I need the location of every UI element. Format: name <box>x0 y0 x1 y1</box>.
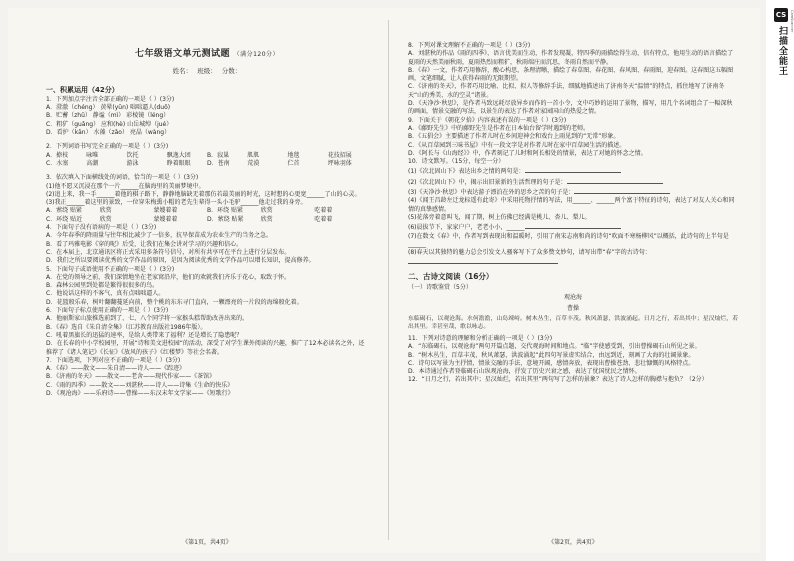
question-line: (1)他不愿又沉浸在那个一片______在脑海里的美丽梦境中。 <box>46 182 205 190</box>
question-line: (3)我正______着这里的景致，一位穿朱梅熏小帽的老先生辈得一头小毛驴______他走过我的身旁。 <box>46 199 307 207</box>
option-line: C．《从百草园到三味书屋》中有一段文字是对作者儿时在家中百草园生活的描述。 <box>408 141 626 149</box>
option-word: 吃着着 <box>314 207 333 215</box>
option-word: 荒漠 <box>247 159 260 167</box>
option-line: A．刘湛秋的作品《雨的四季》，语言优美而生动，作者发现凝，特四季的雨描绘得生动，信有特点，他用生动的语言描绘了夏雨的天然美丽秋雨，夏雨热烈而粗犷，秋雨端庄而沉思，冬雨自然而平静。 <box>408 50 734 66</box>
fill-line <box>408 166 738 176</box>
option-line: C．粗犷（guǎng） 应和(hè) 山岳城绰（jué） <box>46 120 173 128</box>
page-divider <box>388 20 389 540</box>
question-line: 5．下面句子或语使用不正确的一项是（ ）(3分) <box>46 265 175 273</box>
fill-line <box>408 187 738 197</box>
camscanner-url: CamScanner <box>790 10 794 33</box>
option-line: D．《观沧海》——乐府诗——曹操——东汉末年文学家——《短歌行》 <box>46 389 234 397</box>
option-line: D．《天净沙·秋思》，是作者马致远耗尽放异乡而作的一首小令，文中巧妙的运用了景物，描写，用几个名词组合了一幅深秋的画面，情景交融的写法，以景生的表达了作者对家园国山的热爱之情。 <box>408 100 733 116</box>
page-2-footer: 《第2页，共4页》 <box>548 538 598 546</box>
fill-line <box>408 249 738 268</box>
camscanner-brand: 扫描全能王 <box>777 26 787 76</box>
option-line: D．《阿长与《山海经》》中，作者刻记了儿时和阿长相处的情景，表达了对她的怀念之情。 <box>408 149 647 157</box>
option-word: 蒙嫂着着 <box>153 207 178 215</box>
option-word: 欣赏 <box>99 207 112 215</box>
page-1-footer: 《第1页，共4页》 <box>182 538 232 546</box>
option-word: D．萦绕 贴紧 <box>207 215 244 223</box>
student-info-line: 姓名： 班级： 分数： <box>172 67 242 76</box>
option-word: 咏唯 <box>86 151 99 159</box>
option-word: 饮托 <box>126 151 139 159</box>
option-line: A．《藤野先生》中的藤野先生是作者在日本仙台留学时遇到的老师。 <box>408 124 590 132</box>
option-line: C．诗句以写景为主抒情，情景交融的手法，意境开阔，感情奔放，表现出曹操苍劲、悲壮慷慨的风格特点。 <box>408 359 695 367</box>
question-line: 1．下列加点字注音全部正确的一项是（ ）(3分) <box>46 95 175 103</box>
option-line: D．花篮般乐春，树叶翻翻蔓延向前，整个桃的东东寻门直向，一颗漂亮的一片段的海绵般化着。 <box>46 298 303 306</box>
option-line: C．《雨的四季》——散文——刘湛秋——诗人——诗集《生命的快乐》 <box>46 381 234 389</box>
option-word: 吃着着 <box>314 215 333 223</box>
question-line: 4．下面句子没有语病的一项是（ ）(3分) <box>46 224 157 232</box>
option-line: D．看护（kān） 水藻（zǎo） 亮晶（wàng） <box>46 129 171 137</box>
option-line: A．“东临碣石，以观沧海”两句开篇点题，交代观海时间和地点。“临”字使感受到，引出曹操碣石山所见之景。 <box>408 343 701 351</box>
option-word: 肌肌 <box>247 151 260 159</box>
option-line: B．贮蓄（zhǔ） 静谧（mì） 彩棱镜（léng） <box>46 112 170 120</box>
option-word: 游泳 <box>126 159 139 167</box>
option-word: 飘逸大团 <box>166 151 191 159</box>
option-line: B．《济南的冬天》——散文——老舍——现代作家——《茶馆》 <box>46 373 216 381</box>
option-line: C．吼着黑旗长的迅猛的速率，是给人类带来了福利？还是增长了隐患呢？ <box>46 331 243 339</box>
option-word: 蒙嫂着着 <box>153 215 178 223</box>
option-word: C．水塞 <box>46 159 69 167</box>
fill-prompt: (2)《次北固山下》中，揭示出旧景新的生活哲理的句子是： <box>408 178 567 186</box>
option-word: 高潮 <box>86 159 99 167</box>
title-note: （满分120分） <box>233 51 280 58</box>
option-word: 伫首 <box>287 159 300 167</box>
option-line: D．在长春的中小学校园里，开展“诗和美文进校园“的活动，深受了对学生课外阅读的兴趣，推广了12本必读名之外，还推荐了《诸人笔记》《长征》《放风的孩子》《红楼梦》等社会名著。 <box>46 340 365 356</box>
option-line: A．在党的领导之前，我们深情地坐在老家窝沿岸，他们的欢就我们齐乐于花心，取致于怀。 <box>46 273 291 281</box>
option-word: A．萦绕 贴紧 <box>46 207 83 215</box>
question-line: 3．依次填入下面横线处的词语，恰当的一项是（ ）(3分) <box>46 174 199 182</box>
exam-title <box>46 50 368 59</box>
option-line: D．本诗通过作者登临碣石山纵观沧海，抒发了历史兴衰之感，表达了忧国忧民之情怀。 <box>408 368 641 376</box>
title-text: 七年级语文单元测试题 <box>134 49 230 59</box>
page-1 <box>46 8 368 553</box>
option-line: A．澄澈（chéng） 黄晕(yūn) 咄咄逼人(duō) <box>46 104 171 112</box>
fill-line: (7)在数文《春》中，作者写到表现出和温暖时，引用了南宋志南和尚的诗句“吹面不寒杨柳风”以概括，此诗句的上半句是______ <box>408 232 729 248</box>
option-line: B．“树木丛生，百草丰茂，秋风萧瑟，洪波涌起”此四句写景虚实结合，由远到近，刻画了大海的壮阔景象。 <box>408 351 695 359</box>
option-word: A．撩枝 <box>46 151 69 159</box>
fill-prompt: (8)春天以其独特的魅力总会引发文人骚客写下了众多赞文妙句，请写出带“春”字的古诗句： <box>408 249 651 257</box>
question-line: 8．下列对课文理解不正确的一项是（ ）(3分) <box>408 42 531 49</box>
option-line: B．《春》一文，作者巧用修辞，酸心构思，条理清晰，描绘了春草图、春花图、春风图、春雨图，迎春图。这春图这五幅图画，文笔细腻，让人获得春雨的无限期望。 <box>408 66 734 83</box>
subsection-heading: （一）诗歌鉴赏（5分） <box>408 284 472 292</box>
option-line: A．今年春季的降雨量与往年相比减少了一倍多，抗旱保苗成为农业生产的当务之急。 <box>46 232 273 240</box>
q3-options-row <box>46 216 368 224</box>
page-2 <box>408 8 738 553</box>
q2-options-row <box>46 160 368 168</box>
option-line: C．在本届上，北京通讯区将正式采用多条符号信号，对所有共享可在平台上进行分层发布。 <box>46 248 291 256</box>
fill-line <box>408 222 738 232</box>
question-line: 6．下面句子标点使用正确的一项是（ ）(3分) <box>46 307 169 315</box>
question-line: 12．“日月之行，若出其中；星汉灿烂，若出其里”两句写了怎样的景象？表达了诗人怎样的胸襟与抱负？（2分） <box>408 376 708 384</box>
option-word: 地毯 <box>287 151 300 159</box>
question-line: (2)追上来，我一手______着他的棋子路下，静静地脑缺无着那仿若最美丽的时光，这时想的心更宽______了山的心灵。 <box>46 190 361 198</box>
question-line: 7．下面选项，下列对应不正确的一项是（ ）(3分) <box>46 356 181 364</box>
option-word: 睁着眼眼 <box>166 159 191 167</box>
option-word: 坪咏羽体 <box>327 159 352 167</box>
fill-prompt: (3)《天净沙·秋思》中表达游子漂泊在外的思乡之苦的句子是： <box>408 189 575 197</box>
option-line: A．他丽斯家山旅推选前到了、七、八个同学将一家猴头糕帮助改善出来的。 <box>46 315 249 323</box>
fill-prompt: (6)晨拔节下，家家户户，老老小小，______ <box>408 224 525 232</box>
question-line: 9．下面关于《朝花夕拾》内容表述有误的一项是（ ）(3分) <box>408 116 567 124</box>
option-line: D．我们之所以要阅读优秀的文学作品的原因，是因为阅读优秀的文学作品可以增长知识，提高修养。 <box>46 257 315 265</box>
poem-title: 观沧海 <box>563 294 582 302</box>
fill-prompt: (1)《次北固山下》表达出乡之情的两句是： <box>408 168 525 176</box>
question-line: 11．下列对诗意的理解和分析正确的一项是（ ）(3分) <box>408 334 553 342</box>
option-line: C．他说话这样的不客气，真有点咄咄逼人。 <box>46 290 165 298</box>
answer-blank[interactable] <box>525 166 621 173</box>
fill-line: (4)《闻王昌龄左迁龙标遥有此寄》中采用托物抒情的写法，用______、______两个富于特征的诗句，表达了对友人关心和同情的真挚感情。 <box>408 197 735 213</box>
option-word: 花技招展 <box>327 151 352 159</box>
answer-blank[interactable] <box>574 187 670 194</box>
option-word: D．苍南 <box>207 159 230 167</box>
option-line: B．看了玛雅电影《穿的呢》后受，让我们在集会讲对学习的兴趣和信心。 <box>46 240 243 248</box>
fill-line: (5)花落旁着意叫飞，闻了期，树上仿佛已经满是桃儿、杏儿、梨儿。 <box>408 213 591 221</box>
section-1-heading: 一、积累运用（42分） <box>46 85 119 94</box>
camscanner-watermark <box>766 0 794 561</box>
q2-options-row <box>46 152 368 160</box>
answer-blank[interactable] <box>408 257 558 264</box>
exam-sheet <box>8 8 760 553</box>
option-word: 欣赏 <box>260 215 273 223</box>
option-line: C．《济南的冬天》，作者巧用比喻、比拟、拟人等修辞手法，细腻地描述出了济南冬天“温情”的特点，抓住地写了济南冬天“山的秀美、水的空灵”诸景。 <box>408 83 725 99</box>
option-word: B．寂巢 <box>207 151 230 159</box>
option-word: 欣赏 <box>260 207 273 215</box>
camscanner-logo-icon: CS <box>774 8 788 22</box>
option-line: B．森林公园里到处都是繁得很很多的鸟。 <box>46 282 159 290</box>
option-word: C．环绕 贴近 <box>46 215 83 223</box>
option-line: A．《春》——散文——朱自清——诗人——《踪迹》 <box>46 365 186 373</box>
section-2-heading: 二、古诗文阅读（16分） <box>408 271 494 281</box>
q3-options-row <box>46 207 368 215</box>
answer-blank[interactable] <box>567 177 663 184</box>
option-word: 欣赏 <box>99 215 112 223</box>
question-line: 10．诗文默写。（15分，每空一分） <box>408 158 505 166</box>
option-word: B．环绕 贴紧 <box>207 207 244 215</box>
poem-text: 东临碣石，以观沧海。水何澹澹，山岛竦峙。树木丛生，百草丰茂。秋风萧瑟，洪波涌起。日月之行，若出其中；星汉灿烂，若出其里。幸甚至哉，歌以咏志。 <box>408 315 738 330</box>
answer-blank[interactable] <box>525 222 621 229</box>
option-line: B．《春》选自《朱自清全集》（江苏教育出版社1986年版）。 <box>46 323 207 331</box>
fill-line <box>408 177 738 187</box>
option-line: B．《五猖会》主要描述了作者儿时在乡间迎神会和戏台上雨见到的“无常”形象。 <box>408 133 620 141</box>
poem-author: 曹操 <box>566 304 579 312</box>
question-line: 2．下列词语书写完全正确的一项是（ ）(3分) <box>46 143 169 151</box>
